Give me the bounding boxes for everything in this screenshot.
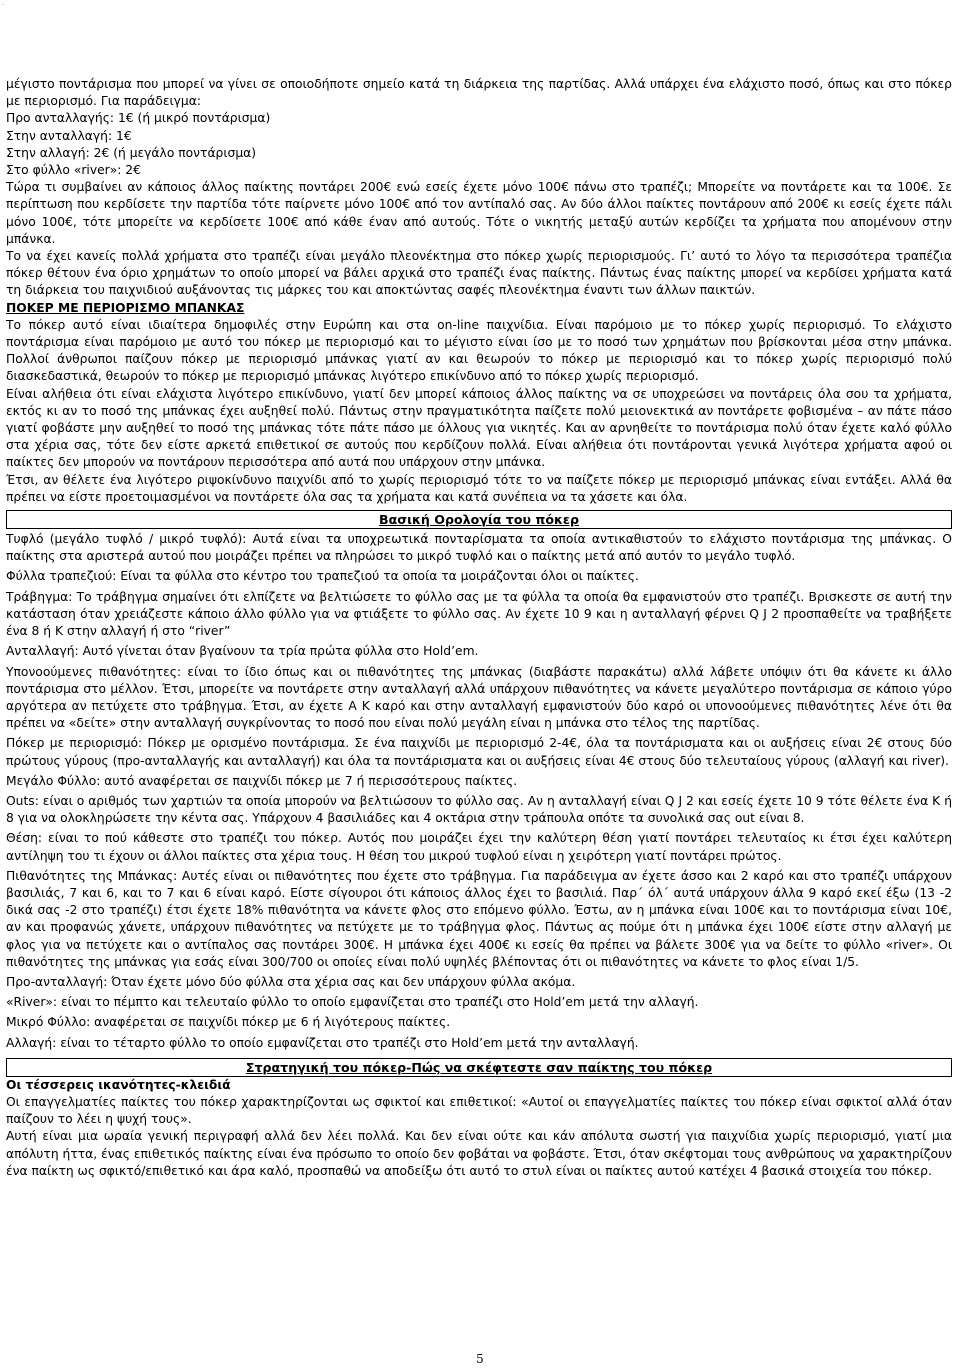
page-number: 5 bbox=[476, 1352, 484, 1366]
body-paragraph: Είναι αλήθεια ότι είναι ελάχιστα λιγότερο επικίνδυνο, γιατί δεν μπορεί κάποιος άλλος παίκτης να σε υποχρεώσει να ποντάρεις όλα σου τα χρήματα, εκτός κι αν το ποσό της μπάνκας έχει αυξηθεί πολύ. Πάντως στην πραγματικότητα παίζετε πολύ μειονεκτικά αν ποντάρετε φοβισμένα – αν πάτε πάσο γιατί φοβάστε μην αυξηθεί το ποσό της μπάνκας τότε πάτε πάσο με όλλους για νικητές. Και αν αρνηθείτε το ποντάρισμα πολύ όταν έχετε καλό φύλλο στα χέρια σας, τότε δεν είστε αρκετά επιθετικοί σε αυτούς που κερδίζουν πολλά. Είναι αλήθεια ότι ποντάρονται γενικά λιγότερα χρήματα αφού οι παίκτες δεν μπορούν να ποντάρουν περισσότερα από αυτά που υπάρχουν στην μπάνκα. bbox=[6, 386, 952, 470]
term-definition: Θέση: είναι το πού κάθεστε στο τραπέζι του πόκερ. Αυτός που μοιράζει έχει την καλύτερη θέση γιατί ποντάρει τελευταίος κι έτσι έχει καλύτερη αντίληψη του τι έχουν οι άλλοι παίκτες στα χέρια τους. Η θέση του μικρού τυφλού είναι η χειρότερη γιατί ποντάρει πρώτος. bbox=[6, 831, 952, 863]
term-definition: Υπονοούμενες πιθανότητες: είναι το ίδιο όπως και οι πιθανότητες της μπάνκας (διαβάστε παρακάτω) αλλά λάβετε υπόψιν ότι θα κάνετε κι άλλο ποντάρισμα στο μέλλον. Έτσι, μπορείτε να ποντάρετε στην ανταλλαγή αλλά υπάρχουν πιθανότητες να κάνετε μεγαλύτερο ποντάρισμα σε κάποιο γύρο αργότερα αν πετύχετε στο τράβηγμα. Έτσι, αν έχετε A K καρό και στην ανταλλαγή εμφανιστούν δύο καρό οι υπονοούμενες πιθανότητες λένε ότι θα πρέπει να «δείτε» στην ανταλλαγή συγκρίνοντας το ποσό που είναι πολύ μεγάλη είναι η μπάνκα στο τέλος της παρτίδας. bbox=[6, 664, 952, 731]
body-paragraph: Έτσι, αν θέλετε ένα λιγότερο ριψοκίνδυνο παιχνίδι από το χωρίς περιορισμό τότε το να παίζετε πόκερ με περιορισμό μπάνκας είναι εντάξει. Αλλά θα πρέπει να είστε προετοιμασμένοι να ποντάρετε όλα σας τα χρήματα και κατά συνέπεια να τα χάσετε και όλα. bbox=[6, 472, 952, 504]
body-paragraph: Το πόκερ αυτό είναι ιδιαίτερα δημοφιλές στην Ευρώπη και στα on-line παιχνίδια. Είναι παρόμοιο με το πόκερ χωρίς περιορισμό. Το ελάχιστο ποντάρισμα είναι παρόμοιο με αυτό του πόκερ με περιορισμό και το μέγιστο είναι ίσο με το ποσό των χρημάτων που βρίσκονται μέσα στην μπάνκα. Πολλοί άνθρωποι παίζουν πόκερ με περιορισμό μπάνκας γιατί αν και θεωρούν το πόκερ με περιορισμό και το πόκερ χωρίς περιορισμό πολύ διασκεδαστικά, θεωρούν το πόκερ με περιορισμό μπάνκας λιγότερο επικίνδυνο από το πόκερ χωρίς περιορισμό. bbox=[6, 317, 952, 384]
term-definition: Πιθανότητες της Μπάνκας: Αυτές είναι οι πιθανότητες που έχετε στο τράβηγμα. Για παράδειγμα αν έχετε άσσο και 2 καρό και στο τραπέζι υπάρχουν βασιλιάς, 7 και 6, και το 7 και 6 είναι καρό. Είστε σίγουροι ότι κάποιος άλλος έχει το βασιλιά. Παρ΄ όλ΄ αυτά υπάρχουν άλλα 9 καρό εκεί έξω (13 -2 δικά σας -2 στο τραπέζι) έτσι έχετε 18% πιθανότητα να κάνετε φλος στο επόμενο φύλλο. Έστω, αν η μπάνκα είναι 100€ και το ποντάρισμα είναι 10€, αν και προφανώς χάνετε, υπάρχουν πιθανότητες να πετύχετε με το τράβηγμα φλος. Πάντως ας πούμε ότι η μπάνκα έχει 100€ είστε στην αλλαγή με φλος για να πετύχετε και ο αντίπαλος σας ποντάρει 300€. Η μπάνκα έχει 400€ κι εσείς θα πρέπει να βάλετε 300€ για να δείτε το φύλλο «river». Οι πιθανότητες της μπάνκας για εσάς είναι 300/700 οι οποίες είναι πολύ υψηλές βλέποντας ότι οι πιθανότητες να κάνετε το φλος είναι 1/5. bbox=[6, 868, 952, 969]
intro-paragraph: Τώρα τι συμβαίνει αν κάποιος άλλος παίκτης ποντάρει 200€ ενώ εσείς έχετε μόνο 100€ πάνω στο τραπέζι; Μπορείτε να ποντάρετε και τα 100€. Σε περίπτωση που κερδίσετε την παρτίδα τότε παίρνετε μόνο 100€ από τον αντίπαλό σας. Αν δύο άλλοι παίκτες ποντάρουν από 200€ κι εσείς έχετε πάλι μόνο 100€, τότε μπορείτε να κερδίσετε 100€ από κάθε έναν από αυτούς. Τότε ο νικητής μεταξύ αυτών κερδίζει τα χρήματα που απομένουν στην μπάνκα. bbox=[6, 180, 952, 246]
term-definition: Outs: είναι ο αριθμός των χαρτιών τα οποία μπορούν να βελτιώσουν το φύλλο σας. Αν η ανταλλαγή είναι Q J 2 και εσείς έχετε 10 9 τότε θέλετε ένα K ή 8 για να ολοκληρώσετε την κέντα σας. Υπάρχουν 4 βασιλιάδες και 4 οκτάρια στην τράπουλα οπότε τα συνολικά σας out είναι 8. bbox=[6, 793, 952, 826]
subheading-key-skills: Οι τέσσερεις ικανότητες-κλειδιά bbox=[6, 1077, 231, 1092]
intro-paragraph: μέγιστο ποντάρισμα που μπορεί να γίνει σε οποιοδήποτε σημείο κατά τη διάρκεια της παρτίδας. Αλλά υπάρχει ένα ελάχιστο ποσό, όπως και στο πόκερ με περιορισμό. Για παράδειγμα: bbox=[6, 77, 952, 109]
term-definition: Μικρό Φύλλο: αναφέρεται σε παιχνίδι πόκερ με 6 ή λιγότερους παίκτες. bbox=[6, 1015, 451, 1030]
intro-paragraph: Το να έχει κανείς πολλά χρήματα στο τραπέζι είναι μεγάλο πλεονέκτημα στο πόκερ χωρίς περιορισμούς. Γι’ αυτό το λόγο τα περισσότερα τραπέζια πόκερ θέτουν ένα όριο χρημάτων το οποίο μπορεί να βάλει αρχικά στο τραπέζι ένας παίκτης. Πάντως ένας παίκτης μπορεί να κερδίσει χρήματα κατά τη διάρκεια του παιχνιδιού αυξάνοντας τις μάρκες του και αποκτώντας σαφές πλεονέκτημα έναντι των άλλων παικτών. bbox=[6, 249, 952, 298]
corner-mark: . bbox=[2, 0, 4, 7]
term-definition: Τράβηγμα: Το τράβηγμα σημαίνει ότι ελπίζετε να βελτιώσετε το φύλλο σας με τα φύλλα τα οποία θα εμφανιστούν στο τραπέζι. Βρισκεστε σε αυτή την κατάσταση όταν χρειάζεστε κάποιο άλλο φύλλο για να φτιάξετε το φύλλο σας. Αν έχετε 10 9 και η ανταλλαγή φέρνει Q J 2 προσπαθείτε να τραβήξετε ένα 8 ή K στην αλλαγή ή στο “river” bbox=[6, 589, 952, 639]
section-banner-strategy bbox=[6, 1058, 952, 1077]
term-definition: Αλλαγή: είναι το τέταρτο φύλλο το οποίο εμφανίζεται στο τραπέζι στο Hold’em μετά την ανταλλαγή. bbox=[6, 1035, 639, 1050]
banner-title: Βασική Ορολογία του πόκερ bbox=[379, 512, 579, 528]
term-definition: «River»: είναι το πέμπτο και τελευταίο φύλλο το οποίο εμφανίζεται στο τραπέζι στο Hold’em μετά την αλλαγή. bbox=[6, 995, 699, 1010]
example-line: Στην αλλαγή: 2€ (ή μεγάλο ποντάρισμα) bbox=[6, 145, 257, 160]
body-paragraph: Οι επαγγελματίες παίκτες του πόκερ χαρακτηρίζονται ως σφικτοί και επιθετικοί: «Αυτοί οι επαγγελματίες παίκτες του πόκερ είναι σφικτοί αλλά όταν παίζουν το λέει η ψυχή τους». bbox=[6, 1094, 952, 1127]
example-line: Στην ανταλλαγή: 1€ bbox=[6, 128, 132, 143]
section-heading-pot-limit: ΠΟΚΕΡ ΜΕ ΠΕΡΙΟΡΙΣΜΟ ΜΠΑΝΚΑΣ bbox=[6, 300, 245, 315]
term-definition: Τυφλό (μεγάλο τυφλό / μικρό τυφλό): Αυτά είναι τα υποχρεωτικά πονταρίσματα τα οποία αντικαθιστούν το ελάχιστο ποντάρισμα της μπάνκας. Ο παίκτης στα αριστερά αυτού που μοιράζει πρέπει να πληρώσει το μικρό τυφλό και ο παίκτης μετά από αυτόν το μεγάλο τυφλό. bbox=[6, 532, 952, 564]
section-banner-basic-terms bbox=[6, 510, 952, 529]
term-definition: Ανταλλαγή: Αυτό γίνεται όταν βγαίνουν τα τρία πρώτα φύλλα στο Hold’em. bbox=[6, 644, 479, 659]
banner-title: Στρατηγική του πόκερ-Πώς να σκέφτεστε σαν παίκτης του πόκερ bbox=[245, 1059, 713, 1075]
example-line: Προ ανταλλαγής: 1€ (ή μικρό ποντάρισμα) bbox=[6, 111, 271, 126]
example-line: Στο φύλλο «river»: 2€ bbox=[6, 163, 141, 178]
term-definition: Πόκερ με περιορισμό: Πόκερ με ορισμένο ποντάρισμα. Σε ένα παιχνίδι με περιορισμό 2-4€, όλα τα ποντάρισματα και οι αυξήσεις είναι 2€ στους δύο πρώτους γύρους (προ-ανταλλαγής και ανταλλαγή) και όλα τα ποντάρισματα και οι αυξήσεις είναι 4€ στους δύο τελευταίους γύρους (αλλαγή και river). bbox=[6, 736, 952, 768]
document-page bbox=[6, 76, 952, 1180]
body-paragraph: Αυτή είναι μια ωραία γενική περιγραφή αλλά δεν λέει πολλά. Και δεν είναι ούτε και κάν απόλυτα σωστή για παιχνίδια χωρίς περιορισμό, γιατί μια απόλυτη ήττα, ένας επιθετικός παίκτης είναι ένα πρόσωπο το οποίο δεν φοβάται να φοβάστε. Έτσι, όταν σκέφτομαι τους ανθρώπους να χαρακτηρίζουν ένα παίκτη ως σφικτό/επιθετικό και άρα καλό, προσπαθώ να αποδείξω ότι αυτό το στυλ είναι οι παίκτες αυτού κατέχει 4 βασικά στοιχεία του πόκερ. bbox=[6, 1129, 952, 1178]
term-definition: Προ-ανταλλαγή: Όταν έχετε μόνο δύο φύλλα στα χέρια σας και δεν υπάρχουν φύλλα ακόμα. bbox=[6, 974, 576, 989]
term-definition: Μεγάλο Φύλλο: αυτό αναφέρεται σε παιχνίδι πόκερ με 7 ή περισσότερους παίκτες. bbox=[6, 773, 518, 788]
term-definition: Φύλλα τραπεζιού: Είναι τα φύλλα στο κέντρο του τραπεζιού τα οποία τα μοιράζονται όλοι οι παίκτες. bbox=[6, 569, 639, 584]
